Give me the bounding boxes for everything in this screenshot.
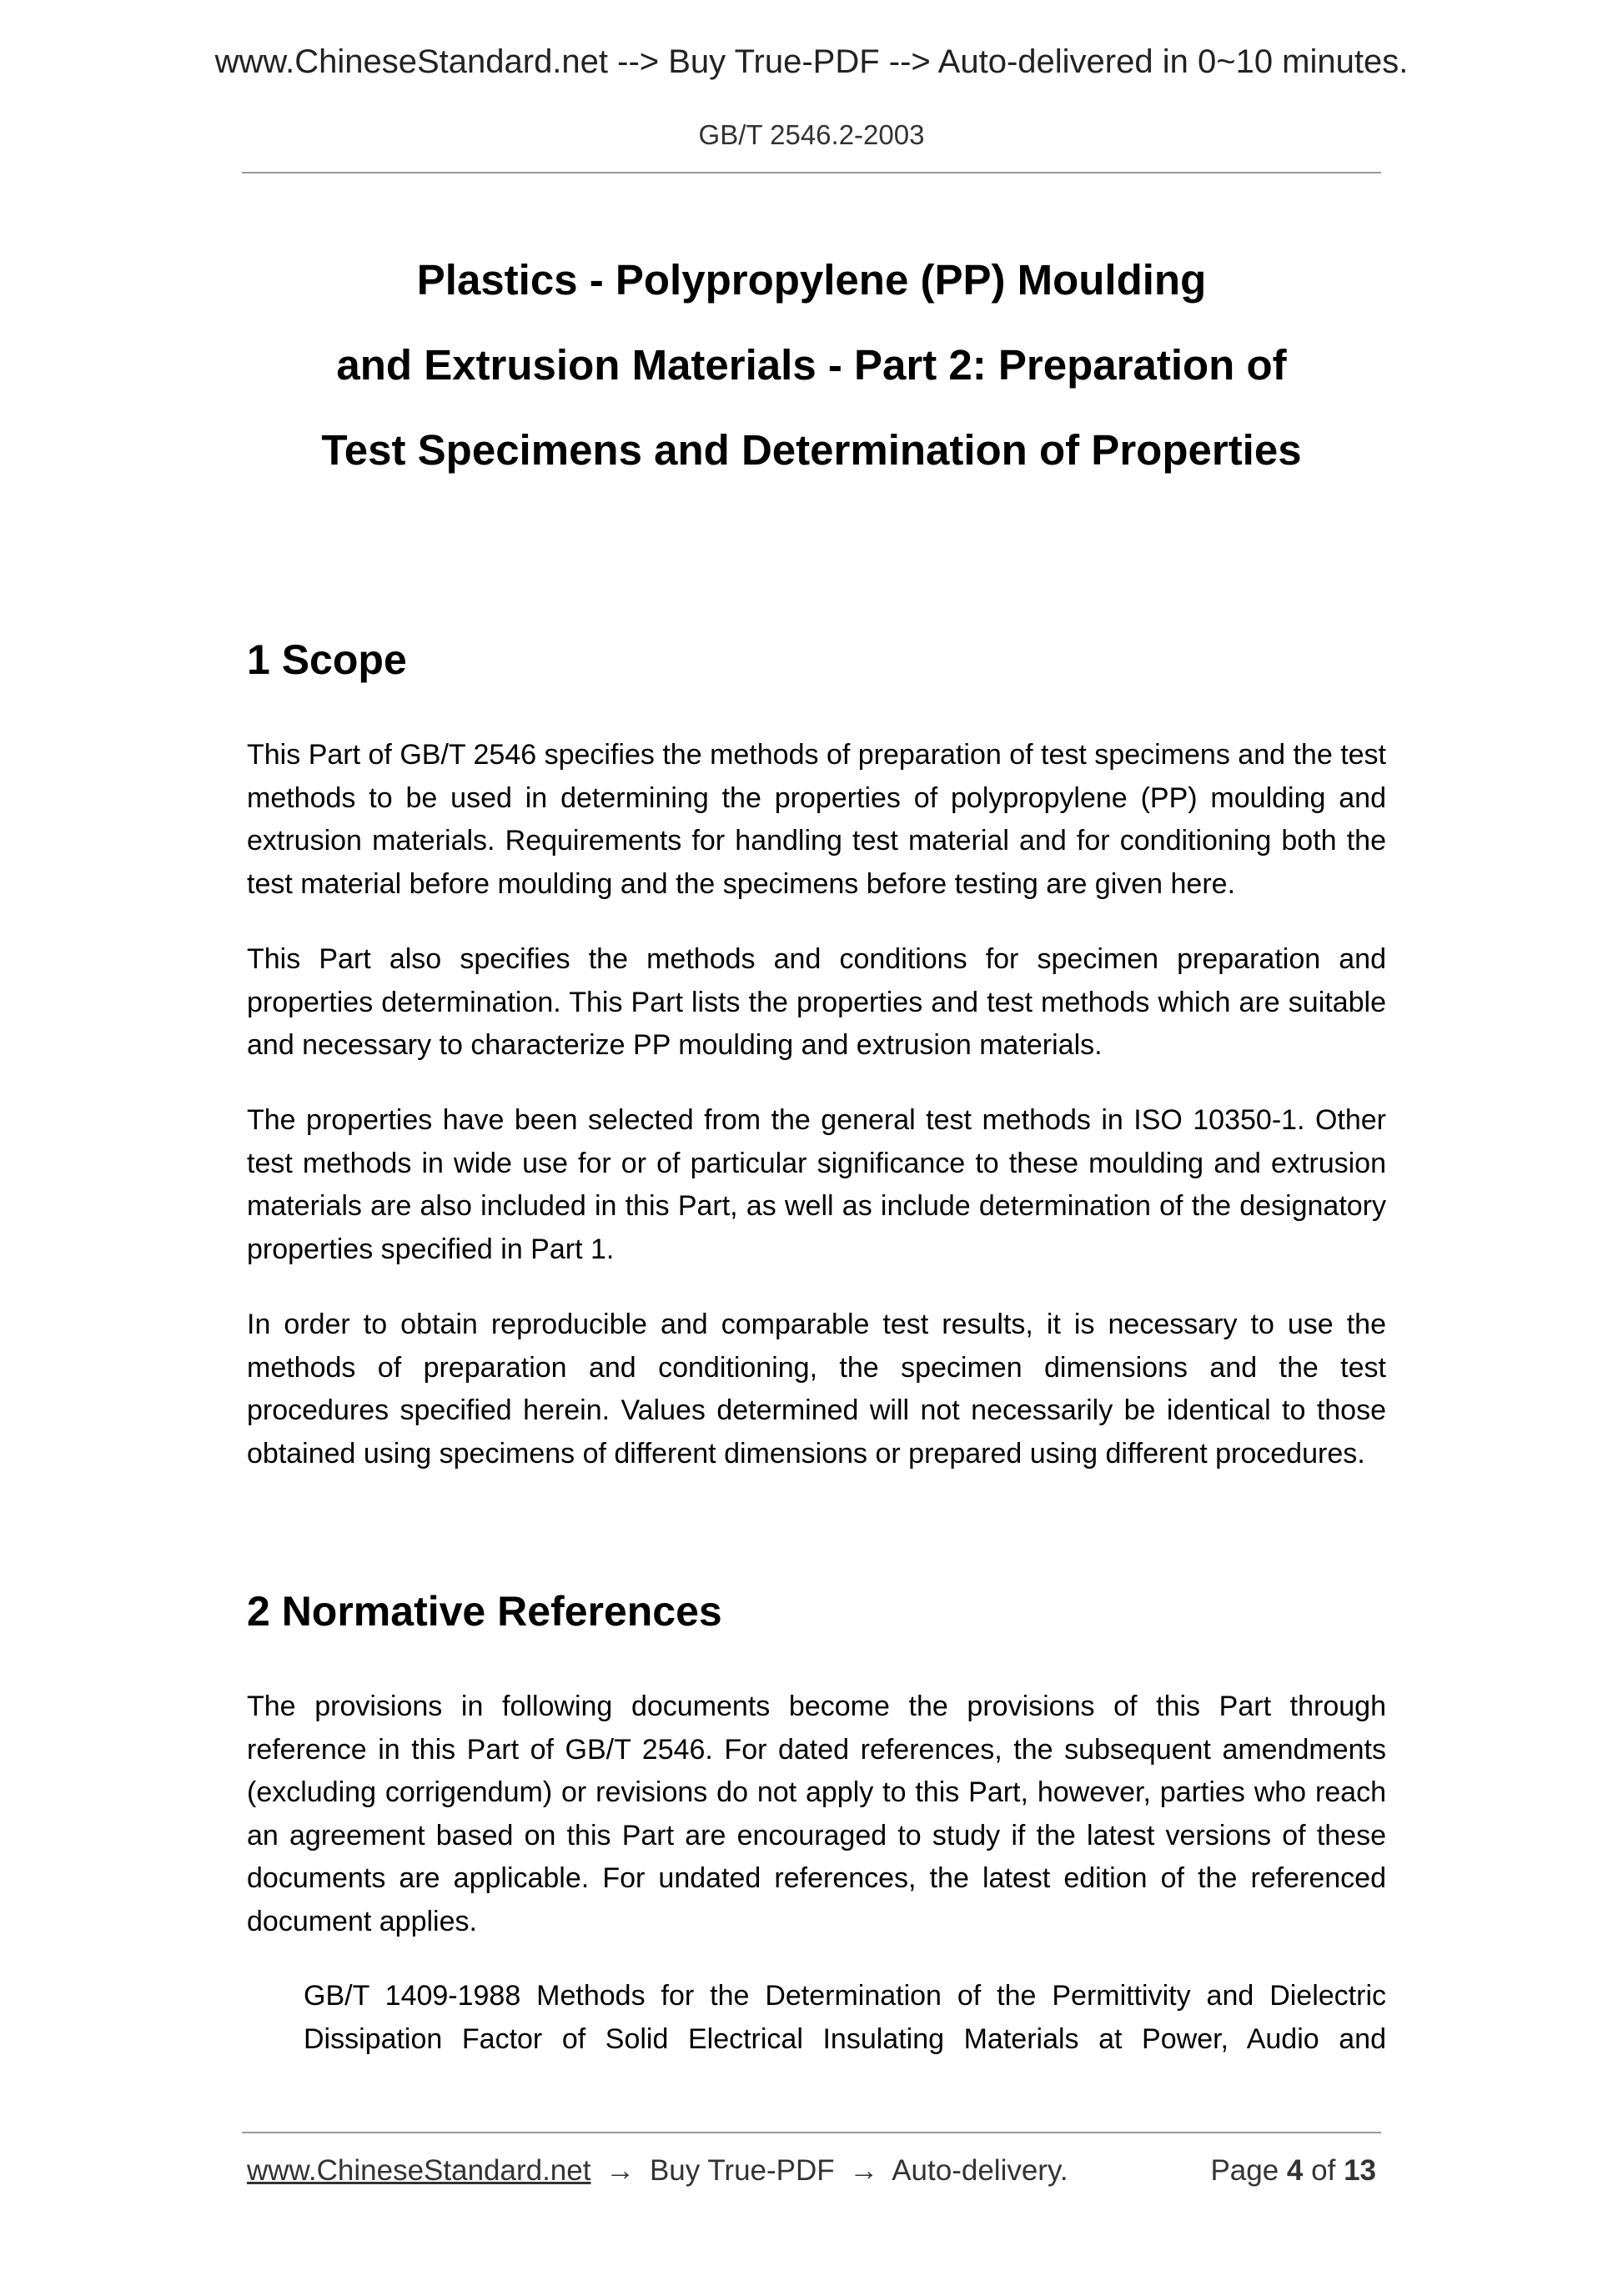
section-heading-scope: 1 Scope xyxy=(247,636,407,683)
of-label: of xyxy=(1311,2154,1336,2187)
page-number: 4 xyxy=(1286,2154,1304,2187)
footer-divider xyxy=(242,2132,1381,2133)
total-pages: 13 xyxy=(1344,2154,1376,2187)
delivery-text: Auto-delivery. xyxy=(892,2154,1068,2187)
scope-paragraph-2: This Part also specifies the methods and conditions for specimen preparation and properties determination. This Part lists the properties and test methods which are suitable and necessary to characterize PP moulding and extrusion materials. xyxy=(247,943,1386,1061)
scope-paragraph-1: This Part of GB/T 2546 specifies the methods of preparation of test specimens and the test methods to be used in determining the properties of polypropylene (PP) moulding and extrusion materials. Requirements for handling test material and for conditioning both the test material before moulding and the specimens before testing are given here. xyxy=(247,739,1386,900)
scope-paragraph-4: In order to obtain reproducible and comparable test results, it is necessary to use the methods of preparation and conditioning, the specimen dimensions and the test procedures specified herein. Values determined will not necessarily be identical to those obtained using specimens of different dimensions or prepared using different procedures. xyxy=(247,1309,1386,1470)
site-link[interactable]: www.ChineseStandard.net xyxy=(247,2154,591,2187)
title-line-1: Plastics - Polypropylene (PP) Moulding xyxy=(416,256,1207,304)
arrow-right-icon: → xyxy=(849,2154,879,2187)
footer-promo xyxy=(247,2154,1068,2188)
page-footer xyxy=(247,2154,1381,2196)
standard-code: GB/T 2546.2-2003 xyxy=(698,119,925,150)
reference-item-gbt-1409: GB/T 1409-1988 Methods for the Determination of the Permittivity and Dielectric Dissipation Factor of Solid Electrical Insulating Materials at Power, Audio and xyxy=(304,1980,1386,2055)
page-label: Page xyxy=(1210,2154,1279,2187)
header-divider xyxy=(242,172,1381,173)
page-indicator xyxy=(1210,2154,1376,2188)
scope-paragraph-3: The properties have been selected from the general test methods in ISO 10350-1. Other test methods in wide use for or of particular significance to these moulding and extrusion materials are also included in this Part, as well as include determination of the designatory properties specified in Part 1. xyxy=(247,1104,1386,1265)
title-line-2: and Extrusion Materials - Part 2: Preparation of xyxy=(336,341,1287,389)
document-title xyxy=(242,238,1381,493)
references-paragraph-1: The provisions in following documents become the provisions of this Part through reference in this Part of GB/T 2546. For dated references, the subsequent amendments (excluding corrigendum) or revisions do not apply to this Part, however, parties who reach an agreement based on this Part are encouraged to study if the latest versions of these documents are applicable. For undated references, the latest edition of the referenced document applies. xyxy=(247,1691,1386,1937)
site-banner: www.ChineseStandard.net --> Buy True-PDF --> Auto-delivered in 0~10 minutes. xyxy=(214,43,1409,80)
buy-text: Buy True-PDF xyxy=(649,2154,835,2187)
arrow-right-icon: → xyxy=(605,2154,636,2187)
title-line-3: Test Specimens and Determination of Properties xyxy=(321,426,1302,474)
section-heading-normative-references: 2 Normative References xyxy=(247,1588,722,1635)
